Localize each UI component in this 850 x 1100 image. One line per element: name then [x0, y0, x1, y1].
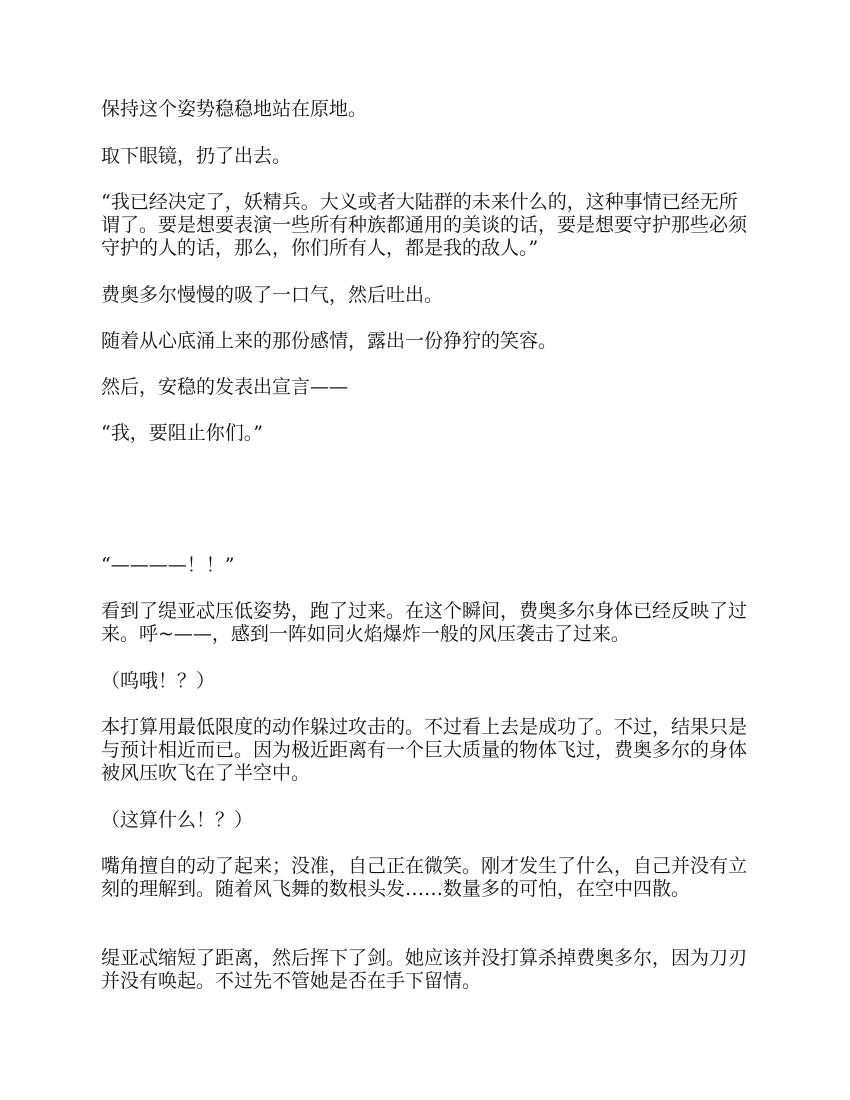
- paragraph-14: 缇亚忒缩短了距离，然后挥下了剑。她应该并没打算杀掉费奥多尔，因为刀刃并没有唤起。不过先不管她是否在手下留情。: [101, 947, 748, 992]
- paragraph-4: 费奥多尔慢慢的吸了一口气，然后吐出。: [101, 284, 444, 306]
- paragraph-13: 嘴角擅自的动了起来；没准，自己正在微笑。刚才发生了什么，自己并没有立刻的理解到。随着风飞舞的数根头发……数量多的可怕，在空中四散。: [101, 855, 748, 900]
- paragraph-5: 随着从心底涌上来的那份感情，露出一份狰狞的笑容。: [101, 330, 558, 352]
- paragraph-1: 保持这个姿势稳稳地站在原地。: [101, 98, 368, 120]
- paragraph-6: 然后，安稳的发表出宣言——: [101, 376, 349, 398]
- paragraph-3: “我已经决定了，妖精兵。大义或者大陆群的未来什么的，这种事情已经无所谓了。要是想要表演一些所有种族都通用的美谈的话，要是想要守护那些必须守护的人的话，那么，你们所有人，都是我的敌人。”: [101, 191, 748, 259]
- paragraph-2: 取下眼镜，扔了出去。: [101, 145, 292, 167]
- paragraph-11: 本打算用最低限度的动作躲过攻击的。不过看上去是成功了。不过，结果只是与预计相近而已。因为极近距离有一个巨大质量的物体飞过，费奥多尔的身体被风压吹飞在了半空中。: [101, 716, 748, 784]
- paragraph-12: （这算什么！？）: [101, 809, 254, 831]
- paragraph-7: “我，要阻止你们。”: [101, 422, 263, 444]
- paragraph-10: （呜哦！？）: [101, 670, 216, 692]
- paragraph-9: 看到了缇亚忒压低姿势，跑了过来。在这个瞬间，费奥多尔身体已经反映了过来。呼~——，感到一阵如同火焰爆炸一般的风压袭击了过来。: [101, 600, 748, 645]
- paragraph-8: “————！！”: [101, 554, 235, 576]
